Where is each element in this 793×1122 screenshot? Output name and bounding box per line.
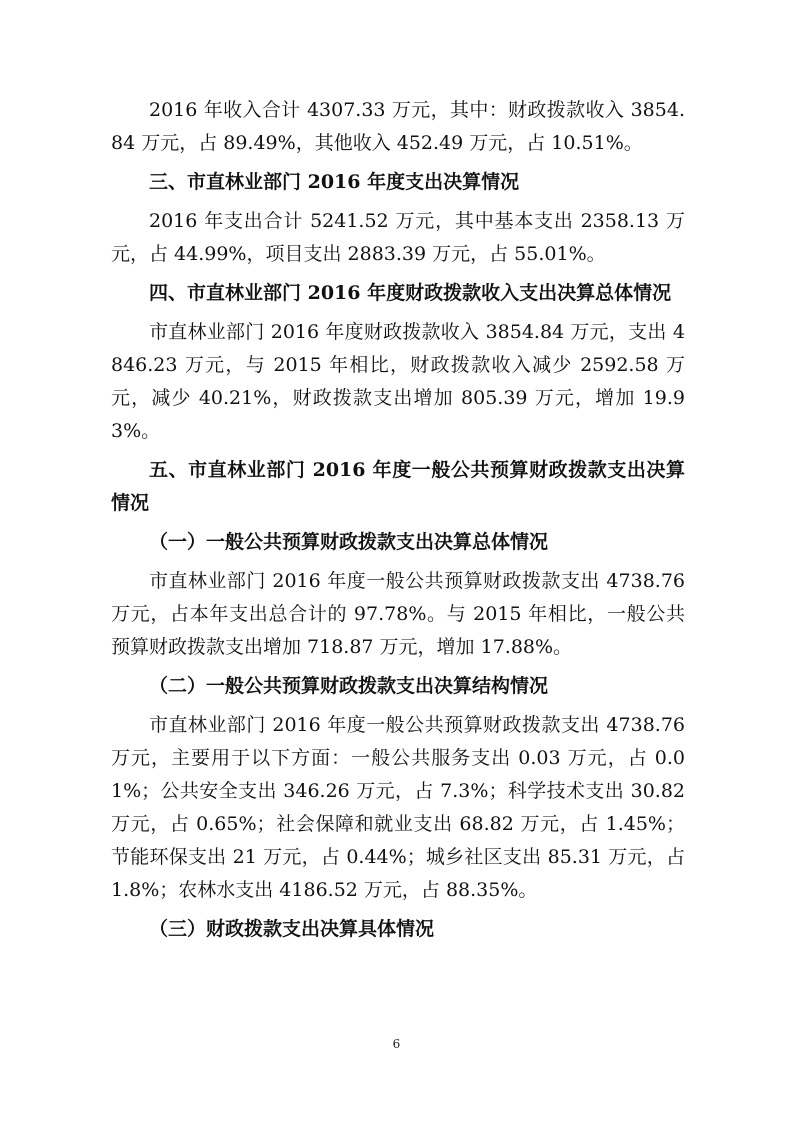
- income-paragraph: 2016 年收入合计 4307.33 万元，其中：财政拨款收入 3854.84 万元，占 89.49%，其他收入 452.49 万元，占 10.51%。: [111, 99, 685, 154]
- subheading-5-3: （三）财政拨款支出决算具体情况: [149, 918, 435, 940]
- fiscal-appropriation-paragraph: 市直林业部门 2016 年度财政拨款收入 3854.84 万元，支出 4846.23 万元，与 2015 年相比，财政拨款收入减少 2592.58 万元，减少 40.21%，财政拨款支出增加 805.39 万元，增加 19.93%。: [111, 321, 685, 442]
- heading-section-4: 四、市直林业部门 2016 年度财政拨款收入支出决算总体情况: [149, 282, 672, 304]
- subheading-5-2: （二）一般公共预算财政拨款支出决算结构情况: [149, 675, 549, 697]
- general-budget-total-paragraph: 市直林业部门 2016 年度一般公共预算财政拨款支出 4738.76 万元，占本年支出总合计的 97.78%。与 2015 年相比，一般公共预算财政拨款支出增加 718.87 万元，增加 17.88%。: [111, 570, 685, 658]
- expenditure-paragraph: 2016 年支出合计 5241.52 万元，其中基本支出 2358.13 万元，占 44.99%，项目支出 2883.39 万元，占 55.01%。: [111, 210, 685, 265]
- document-body: [111, 94, 685, 946]
- page-number: 6: [392, 1037, 401, 1051]
- general-budget-structure-paragraph: 市直林业部门 2016 年度一般公共预算财政拨款支出 4738.76 万元，主要用于以下方面：一般公共服务支出 0.03 万元，占 0.01%；公共安全支出 346.26 万元，占 7.3%；科学技术支出 30.82 万元，占 0.65%；社会保障和就业支出 68.82 万元，占 1.45%；节能环保支出 21 万元，占 0.44%；城乡社区支出 85.31 万元，占 1.8%；农林水支出 4186.52 万元，占 88.35%。: [111, 714, 685, 901]
- heading-section-5: 五、市直林业部门 2016 年度一般公共预算财政拨款支出决算情况: [111, 459, 685, 514]
- heading-section-3: 三、市直林业部门 2016 年度支出决算情况: [149, 171, 520, 193]
- subheading-5-1: （一）一般公共预算财政拨款支出决算总体情况: [149, 531, 549, 553]
